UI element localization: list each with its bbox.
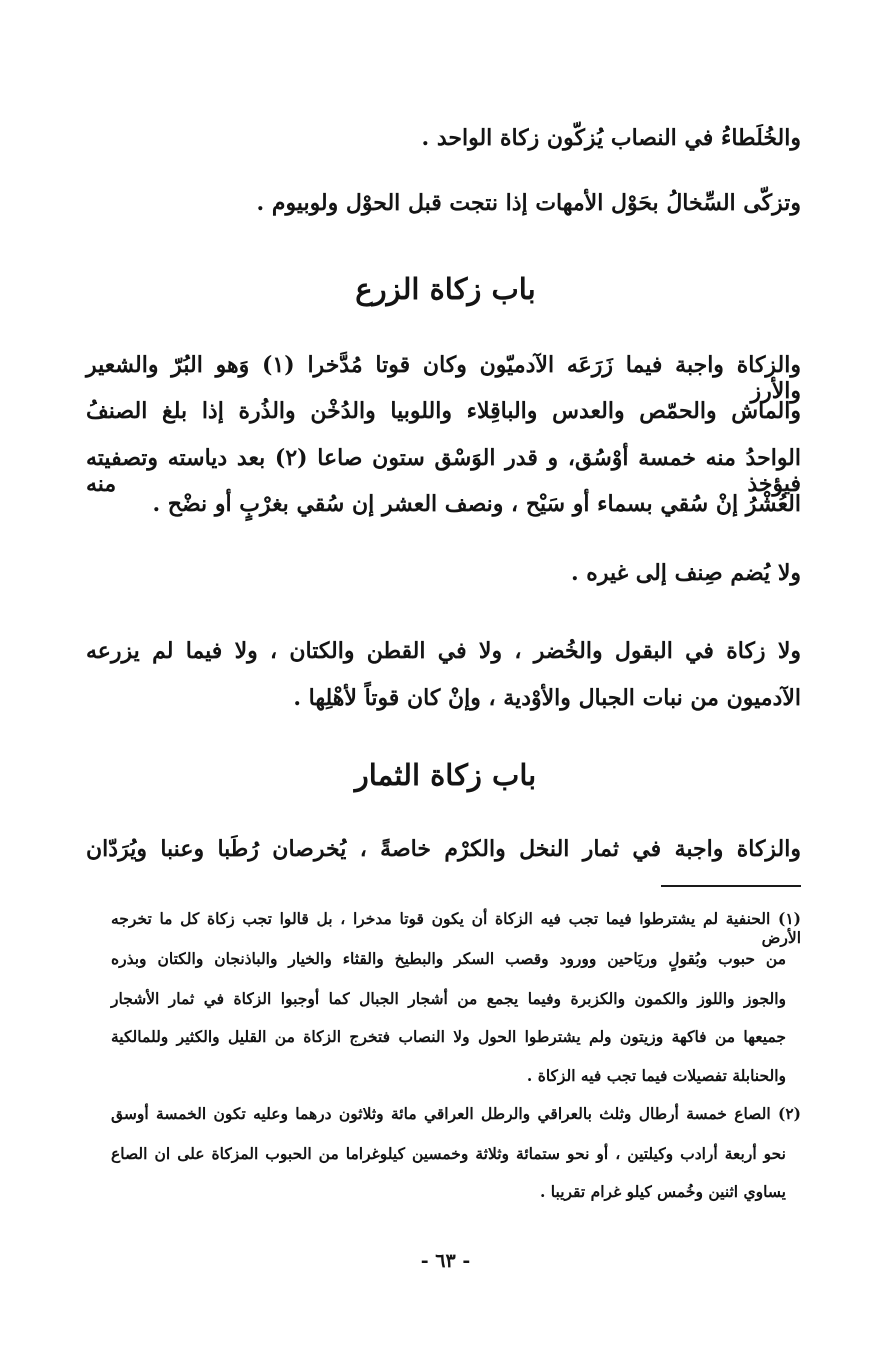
- text-line: والماش والحمّص والعدس والباقِلاء واللوبيا والدُخْن والذُرة إذا بلغ الصنفُ: [86, 398, 801, 424]
- text-line: ولا يُضم صِنف إلى غيره .: [570, 560, 801, 586]
- text-line: ولا زكاة في البقول والخُضر ، ولا في القطن والكتان ، ولا فيما لم يزرعه: [86, 638, 801, 664]
- footnote-line: والجوز واللوز والكمون والكزبرة وفيما يجمع من أشجار الجبال كما أوجبوا الزكاة في ثمار الأشجار: [111, 989, 786, 1008]
- footnote-line: (١) الحنفية لم يشترطوا فيما تجب فيه الزكاة أن يكون قوتا مدخرا ، بل قالوا تجب زكاة كل ما تخرجه الأرض: [111, 909, 801, 947]
- footnote-line: نحو أربعة أرادب وكيلتين ، أو نحو ستمائة وثلاثة وخمسين كيلوغراما من الحبوب المزكاة على ان الصاع: [111, 1144, 786, 1163]
- text-line: والزكاة واجبة في ثمار النخل والكرْم خاصةً ، يُخرصان رُطَبا وعنبا ويُرَدّان: [86, 836, 801, 862]
- page-number: - ٦٣ -: [420, 1250, 471, 1272]
- text-line: وتزكّى السِّخالُ بحَوْل الأمهات إذا نتجت قبل الحوْل ولوبيوم .: [256, 190, 801, 216]
- text-line: الواحدُ منه خمسة أوْسُق، و قدر الوَسْق ستون صاعا (٢) بعد دياسته وتصفيته فيؤخذ منه: [86, 445, 801, 498]
- text-line: الآدميون من نبات الجبال والأوْدية ، وإنْ كان قوتاً لأهْلِها .: [293, 685, 801, 711]
- text-line: العُشْرُ إنْ سُقي بسماء أو سَيْح ، ونصف العشر إن سُقي بغرْبٍ أو نضْح .: [152, 491, 801, 517]
- footnote-separator: [661, 885, 801, 887]
- section-heading: باب زكاة الثمار: [354, 758, 537, 792]
- footnote-line: والحنابلة تفصيلات فيما تجب فيه الزكاة .: [526, 1066, 786, 1085]
- footnote-line: يساوي اثنين وخُمس كيلو غرام تقريبا .: [540, 1182, 786, 1201]
- text-line: والخُلَطاءُ في النصاب يُزكّون زكاة الواحد .: [421, 125, 801, 151]
- footnote-line: من حبوب وبُقولٍ وريَاحين وورود وقصب السكر والبطيخ والقثاء والخيار والباذنجان والكتان وبذره: [111, 949, 786, 968]
- text-line: والزكاة واجبة فيما زَرَعَه الآدميّون وكان قوتا مُدَّخرا (١) وَهو البُرّ والشعير والأرز: [86, 352, 802, 405]
- footnote-line: (٢) الصاع خمسة أرطال وثلث بالعراقي والرطل العراقي مائة وثلاثون درهما وعليه تكون الخمسة أوسق: [111, 1104, 801, 1123]
- section-heading: باب زكاة الزرع: [355, 272, 536, 306]
- footnote-line: جميعها من فاكهة وزيتون ولم يشترطوا الحول ولا النصاب فتخرج الزكاة من القليل والكثير وللمالكية: [111, 1027, 786, 1046]
